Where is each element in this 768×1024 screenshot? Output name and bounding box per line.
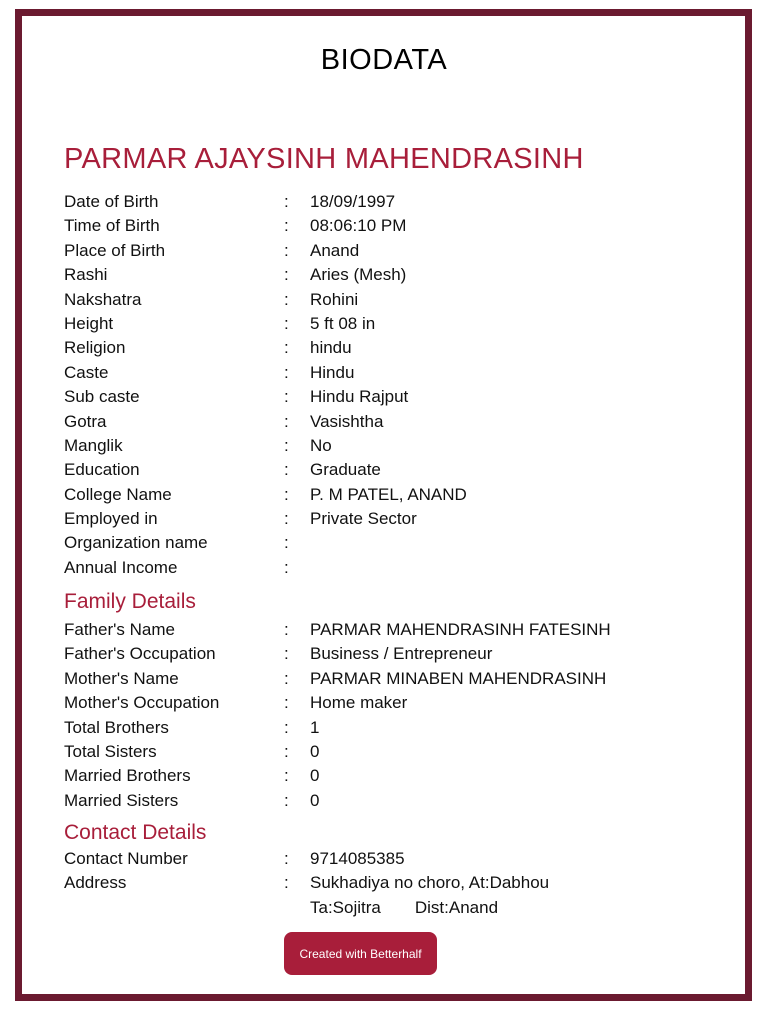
address-district: Dist:Anand bbox=[414, 898, 499, 917]
field-separator: : bbox=[284, 717, 289, 737]
family-detail-row bbox=[64, 764, 704, 788]
contact-detail-row bbox=[64, 871, 704, 895]
field-value: Graduate bbox=[310, 460, 381, 480]
field-value: 9714085385 bbox=[310, 849, 405, 868]
field-separator: : bbox=[284, 435, 289, 455]
field-separator: : bbox=[284, 362, 289, 382]
family-details-heading: Family Details bbox=[64, 590, 196, 613]
field-separator: : bbox=[284, 741, 289, 761]
field-label: Total Sisters bbox=[64, 741, 157, 761]
field-separator: : bbox=[284, 668, 289, 688]
field-separator: : bbox=[284, 240, 289, 260]
field-value: 5 ft 08 in bbox=[310, 313, 376, 333]
personal-detail-row bbox=[64, 336, 704, 360]
field-value: Business / Entrepreneur bbox=[310, 644, 493, 664]
field-value: P. M PATEL, ANAND bbox=[310, 484, 467, 504]
field-label: Sub caste bbox=[64, 387, 140, 407]
personal-detail-row bbox=[64, 263, 704, 287]
field-separator: : bbox=[284, 289, 289, 309]
family-detail-row bbox=[64, 642, 704, 666]
personal-detail-row bbox=[64, 531, 704, 555]
field-label: Total Brothers bbox=[64, 717, 169, 737]
contact-detail-row bbox=[64, 847, 704, 871]
personal-detail-row bbox=[64, 214, 704, 238]
field-label: Mother's Name bbox=[64, 668, 179, 688]
personal-detail-row bbox=[64, 483, 704, 507]
personal-detail-row bbox=[64, 458, 704, 482]
field-separator: : bbox=[284, 484, 289, 504]
field-value: 1 bbox=[310, 717, 320, 737]
field-separator: : bbox=[284, 411, 289, 431]
field-label: Religion bbox=[64, 338, 126, 358]
field-value: PARMAR MAHENDRASINH FATESINH bbox=[310, 620, 611, 639]
personal-detail-row bbox=[64, 239, 704, 263]
personal-detail-row bbox=[64, 385, 704, 409]
field-separator: : bbox=[284, 557, 289, 577]
field-value: 08:06:10 PM bbox=[310, 216, 407, 236]
field-label: Mother's Occupation bbox=[64, 693, 220, 713]
field-separator: : bbox=[284, 620, 289, 639]
field-separator: : bbox=[284, 509, 289, 529]
field-separator: : bbox=[284, 849, 289, 868]
field-value: Hindu bbox=[310, 362, 355, 382]
field-label: Time of Birth bbox=[64, 216, 160, 236]
field-label: Contact Number bbox=[64, 849, 188, 868]
field-value: 0 bbox=[310, 741, 320, 761]
field-label: Married Brothers bbox=[64, 766, 191, 786]
field-value: Rohini bbox=[310, 289, 359, 309]
person-name: PARMAR AJAYSINH MAHENDRASINH bbox=[64, 143, 584, 175]
field-value: PARMAR MINABEN MAHENDRASINH bbox=[310, 668, 607, 688]
family-detail-row bbox=[64, 789, 704, 813]
field-label: Place of Birth bbox=[64, 240, 166, 260]
field-value: Home maker bbox=[310, 693, 408, 713]
field-separator: : bbox=[284, 766, 289, 786]
personal-detail-row bbox=[64, 410, 704, 434]
field-label: Annual Income bbox=[64, 557, 178, 577]
field-value: 0 bbox=[310, 790, 320, 810]
field-label: Married Sisters bbox=[64, 790, 179, 810]
field-label: Height bbox=[64, 313, 114, 333]
family-detail-row bbox=[64, 618, 704, 642]
address-line-2 bbox=[310, 898, 498, 918]
field-value: 18/09/1997 bbox=[310, 192, 396, 211]
document-title: BIODATA bbox=[320, 44, 448, 76]
field-value: hindu bbox=[310, 338, 352, 358]
created-with-betterhalf-button[interactable]: Created with Betterhalf bbox=[284, 932, 437, 975]
field-label: Nakshatra bbox=[64, 289, 142, 309]
field-separator: : bbox=[284, 265, 289, 285]
field-separator: : bbox=[284, 533, 289, 553]
personal-detail-row bbox=[64, 507, 704, 531]
family-detail-row bbox=[64, 740, 704, 764]
field-label: Date of Birth bbox=[64, 192, 159, 211]
personal-detail-row bbox=[64, 361, 704, 385]
field-separator: : bbox=[284, 216, 289, 236]
field-value: Aries (Mesh) bbox=[310, 265, 407, 285]
contact-details-heading: Contact Details bbox=[64, 821, 207, 844]
family-detail-row bbox=[64, 716, 704, 740]
field-label: Father's Name bbox=[64, 620, 175, 639]
field-separator: : bbox=[284, 693, 289, 713]
family-detail-row bbox=[64, 667, 704, 691]
field-separator: : bbox=[284, 873, 289, 893]
address-taluka: Ta:Sojitra bbox=[310, 898, 381, 917]
field-separator: : bbox=[284, 313, 289, 333]
field-label: Address bbox=[64, 873, 127, 893]
field-label: Rashi bbox=[64, 265, 108, 285]
contact-details-list bbox=[64, 847, 704, 896]
field-separator: : bbox=[284, 192, 289, 211]
personal-detail-row bbox=[64, 556, 704, 580]
field-value: Vasishtha bbox=[310, 411, 384, 431]
field-label: Education bbox=[64, 460, 140, 480]
field-value: Hindu Rajput bbox=[310, 387, 409, 407]
field-label: Caste bbox=[64, 362, 109, 382]
field-label: College Name bbox=[64, 484, 172, 504]
field-separator: : bbox=[284, 338, 289, 358]
family-details-list bbox=[64, 618, 704, 813]
personal-detail-row bbox=[64, 434, 704, 458]
personal-details-list bbox=[64, 190, 704, 580]
field-separator: : bbox=[284, 644, 289, 664]
field-label: Father's Occupation bbox=[64, 644, 216, 664]
personal-detail-row bbox=[64, 288, 704, 312]
personal-detail-row bbox=[64, 312, 704, 336]
field-separator: : bbox=[284, 790, 289, 810]
field-label: Organization name bbox=[64, 533, 208, 553]
field-separator: : bbox=[284, 387, 289, 407]
family-detail-row bbox=[64, 691, 704, 715]
field-label: Manglik bbox=[64, 435, 123, 455]
field-value: No bbox=[310, 435, 332, 455]
field-separator: : bbox=[284, 460, 289, 480]
personal-detail-row bbox=[64, 190, 704, 214]
field-value: 0 bbox=[310, 766, 320, 786]
field-label: Gotra bbox=[64, 411, 107, 431]
field-label: Employed in bbox=[64, 509, 158, 529]
field-value: Anand bbox=[310, 240, 360, 260]
field-value: Sukhadiya no choro, At:Dabhou bbox=[310, 873, 550, 893]
field-value: Private Sector bbox=[310, 509, 417, 529]
